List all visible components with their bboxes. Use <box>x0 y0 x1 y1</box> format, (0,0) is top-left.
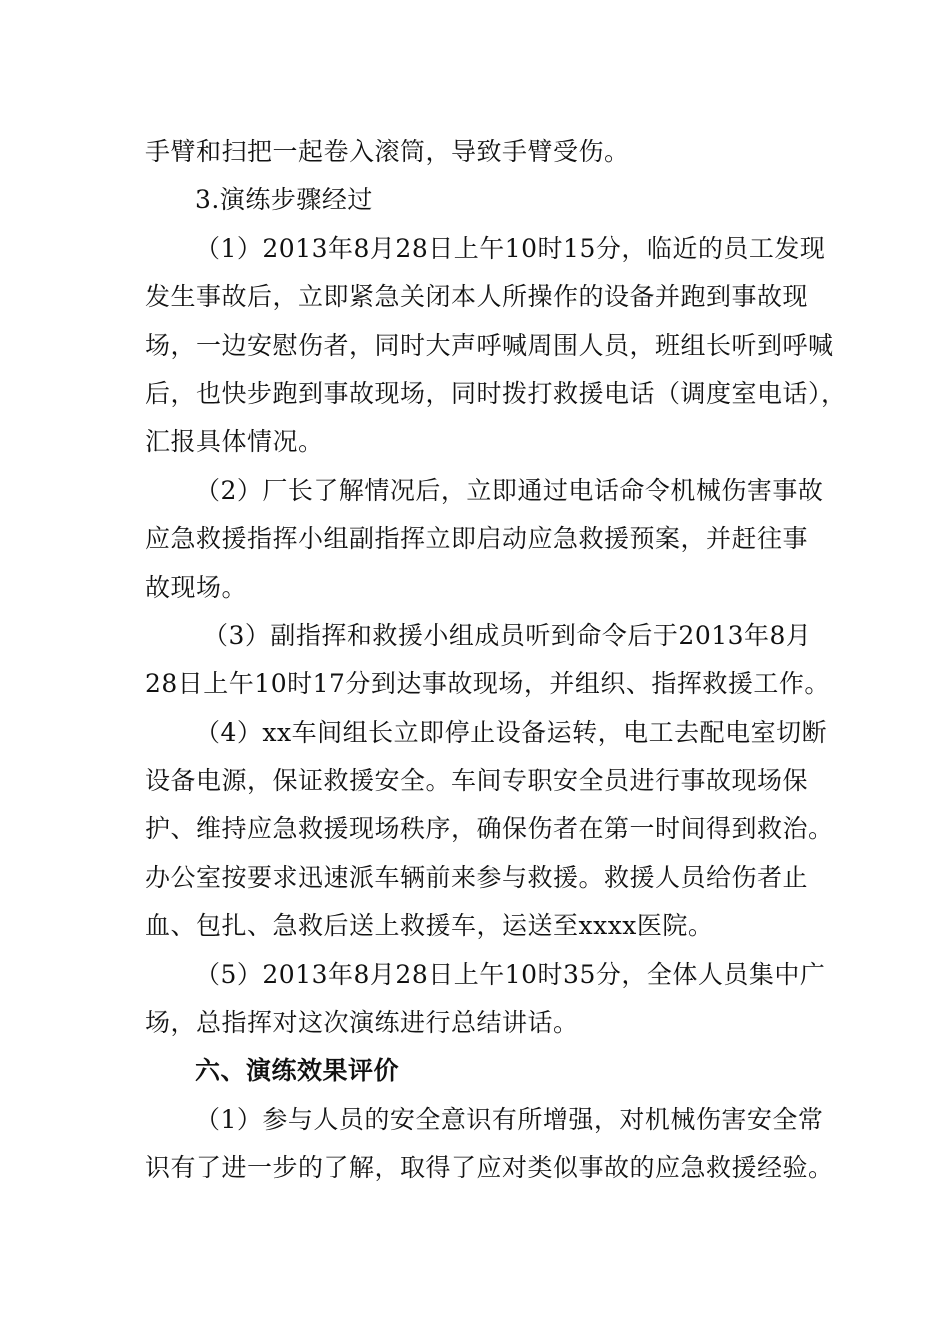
paragraph-line: 应急救援指挥小组副指挥立即启动应急救援预案，并赶往事 <box>145 524 809 554</box>
paragraph-line: 办公室按要求迅速派车辆前来参与救援。救援人员给伤者止 <box>145 862 809 892</box>
paragraph-line: 设备电源，保证救援安全。车间专职安全员进行事故现场保 <box>145 766 809 796</box>
paragraph-line: （4）xx车间组长立即停止设备运转，电工去配电室切断 <box>195 717 828 747</box>
body-text <box>145 128 847 1193</box>
paragraph-line: （1）2013年8月28日上午10时15分，临近的员工发现 <box>195 233 826 263</box>
paragraph-line: 场，总指挥对这次演练进行总结讲话。 <box>145 1008 579 1038</box>
section-heading: 六、演练效果评价 <box>195 1056 400 1086</box>
paragraph-line: （2）厂长了解情况后，立即通过电话命令机械伤害事故 <box>195 475 824 505</box>
paragraph-line: 后，也快步跑到事故现场，同时拨打救援电话（调度室电话）， <box>145 378 847 408</box>
paragraph-line: 28日上午10时17分到达事故现场，并组织、指挥救援工作。 <box>145 669 830 699</box>
paragraph-line: （3）副指挥和救援小组成员听到命令后于2013年8月 <box>203 620 812 650</box>
paragraph-line: （5）2013年8月28日上午10时35分，全体人员集中广 <box>195 959 826 989</box>
paragraph-line: 护、维持应急救援现场秩序，确保伤者在第一时间得到救治。 <box>145 814 834 844</box>
paragraph-line: 发生事故后，立即紧急关闭本人所操作的设备并跑到事故现 <box>145 282 809 312</box>
paragraph-line: （1）参与人员的安全意识有所增强，对机械伤害安全常 <box>195 1104 824 1134</box>
paragraph-line: 血、包扎、急救后送上救援车，运送至xxxx医院。 <box>145 911 714 941</box>
paragraph-line: 识有了进一步的了解，取得了应对类似事故的应急救援经验。 <box>145 1153 834 1183</box>
paragraph-line: 手臂和扫把一起卷入滚筒，导致手臂受伤。 <box>145 137 630 166</box>
paragraph-line: 汇报具体情况。 <box>145 427 324 457</box>
section-heading: 3.演练步骤经过 <box>195 185 373 215</box>
paragraph-line: 场，一边安慰伤者，同时大声呼喊周围人员，班组长听到呼喊 <box>145 330 834 360</box>
paragraph-line: 故现场。 <box>145 572 248 602</box>
